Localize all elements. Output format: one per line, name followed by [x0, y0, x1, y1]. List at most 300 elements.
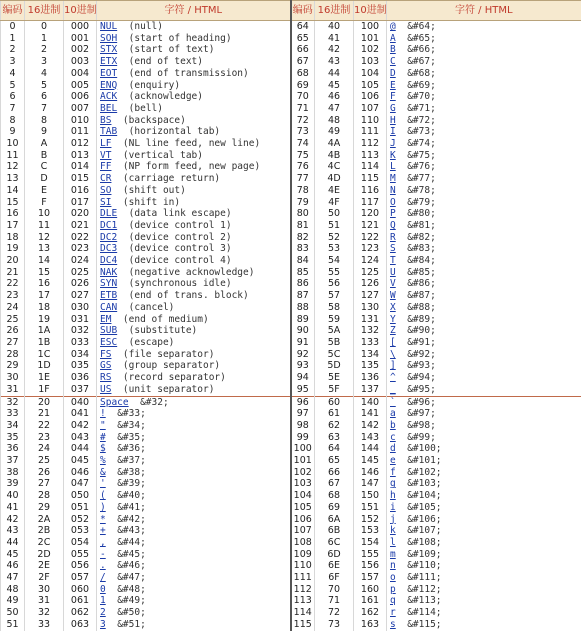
hex-cell: 43 — [315, 56, 354, 68]
char-description: (file separator) — [122, 348, 215, 360]
code-cell: 84 — [291, 255, 315, 267]
dec-cell: 105 — [354, 80, 387, 92]
code-cell: 34 — [1, 420, 25, 432]
hex-cell: 71 — [315, 595, 354, 607]
code-cell: 17 — [1, 220, 25, 232]
code-cell: 107 — [291, 525, 315, 537]
char-symbol: ) — [100, 501, 106, 513]
code-cell: 88 — [291, 302, 315, 314]
dec-cell: 134 — [354, 349, 387, 361]
char-cell — [387, 584, 581, 596]
dec-cell: 052 — [64, 514, 97, 526]
table-row — [1, 360, 581, 372]
char-symbol: DLE — [100, 208, 118, 220]
char-symbol: X — [390, 301, 396, 313]
code-cell: 39 — [1, 478, 25, 490]
hex-cell: 20 — [25, 396, 64, 408]
dec-cell: 140 — [354, 396, 387, 408]
table-row — [1, 185, 581, 197]
hex-cell: 2F — [25, 572, 64, 584]
char-cell — [387, 302, 581, 314]
hex-cell: 49 — [315, 126, 354, 138]
char-symbol: ETX — [100, 56, 118, 68]
hex-cell: 5C — [315, 349, 354, 361]
char-cell — [97, 290, 291, 302]
char-description: &#69; — [407, 79, 436, 91]
dec-cell: 111 — [354, 126, 387, 138]
char-symbol: EM — [100, 313, 112, 325]
char-cell — [97, 572, 291, 584]
hex-cell: 21 — [25, 408, 64, 420]
dec-cell: 161 — [354, 595, 387, 607]
table-row — [1, 220, 581, 232]
char-description: &#96; — [407, 396, 436, 408]
hex-cell: 7 — [25, 103, 64, 115]
hex-cell: 55 — [315, 267, 354, 279]
dec-cell: 122 — [354, 232, 387, 244]
dec-cell: 151 — [354, 502, 387, 514]
char-description: &#113; — [407, 595, 442, 607]
char-cell — [97, 607, 291, 619]
hex-cell: 9 — [25, 126, 64, 138]
dec-cell: 036 — [64, 372, 97, 384]
dec-cell: 110 — [354, 115, 387, 127]
char-cell — [97, 408, 291, 420]
code-cell: 92 — [291, 349, 315, 361]
code-cell: 90 — [291, 325, 315, 337]
code-cell: 2 — [1, 44, 25, 56]
char-symbol: a — [390, 408, 396, 420]
char-description: (cancel) — [128, 301, 175, 313]
char-description: (substitute) — [128, 325, 198, 337]
char-symbol: DC2 — [100, 231, 118, 243]
char-symbol: @ — [390, 21, 396, 32]
char-symbol: V — [390, 278, 396, 290]
char-cell — [97, 595, 291, 607]
char-symbol: e — [390, 455, 396, 467]
char-cell — [97, 33, 291, 45]
char-symbol: ] — [390, 360, 396, 372]
table-row — [1, 150, 581, 162]
char-cell — [387, 514, 581, 526]
table-row — [1, 56, 581, 68]
header-dec-right: 10进制 — [354, 1, 387, 21]
header-dec: 10进制 — [64, 1, 97, 21]
header-hex: 16进制 — [25, 1, 64, 21]
dec-cell: 107 — [354, 103, 387, 115]
dec-cell: 141 — [354, 408, 387, 420]
code-cell: 81 — [291, 220, 315, 232]
char-description: (end of medium) — [122, 313, 209, 325]
table-row — [1, 103, 581, 115]
code-cell: 96 — [291, 396, 315, 408]
hex-cell: 22 — [25, 420, 64, 432]
hex-cell: 65 — [315, 455, 354, 467]
hex-cell: 5E — [315, 372, 354, 384]
char-symbol: R — [390, 231, 396, 243]
char-symbol: NAK — [100, 266, 118, 278]
dec-cell: 051 — [64, 502, 97, 514]
char-cell — [387, 80, 581, 92]
dec-cell: 015 — [64, 173, 97, 185]
char-cell — [387, 607, 581, 619]
hex-cell: 72 — [315, 607, 354, 619]
char-cell — [97, 278, 291, 290]
dec-cell: 160 — [354, 584, 387, 596]
char-description: (device control 1) — [128, 219, 232, 231]
char-cell — [97, 197, 291, 209]
char-description: (end of text) — [128, 56, 203, 68]
char-description: &#115; — [407, 618, 442, 630]
char-description: &#40; — [117, 490, 146, 502]
hex-cell: 0 — [25, 21, 64, 33]
char-cell — [387, 360, 581, 372]
hex-cell: 41 — [315, 33, 354, 45]
char-symbol: ^ — [390, 372, 396, 384]
table-row — [1, 490, 581, 502]
code-cell: 98 — [291, 420, 315, 432]
hex-cell: B — [25, 150, 64, 162]
dec-cell: 150 — [354, 490, 387, 502]
char-description: &#102; — [407, 466, 442, 478]
hex-cell: 66 — [315, 467, 354, 479]
code-cell: 73 — [291, 126, 315, 138]
char-cell — [97, 502, 291, 514]
char-description: &#100; — [407, 443, 442, 455]
char-description: &#108; — [407, 536, 442, 548]
hex-cell: A — [25, 138, 64, 150]
char-cell — [97, 173, 291, 185]
char-description: &#106; — [407, 513, 442, 525]
code-cell: 80 — [291, 208, 315, 220]
char-description: (start of heading) — [128, 32, 232, 44]
header-code-right: 编码 — [291, 1, 315, 21]
header-code: 编码 — [1, 1, 25, 21]
char-symbol: D — [390, 67, 396, 79]
char-description: &#72; — [407, 114, 436, 126]
char-cell — [97, 490, 291, 502]
code-cell: 8 — [1, 115, 25, 127]
hex-cell: 46 — [315, 91, 354, 103]
hex-cell: 33 — [25, 619, 64, 631]
table-row — [1, 173, 581, 185]
hex-cell: 30 — [25, 584, 64, 596]
char-cell — [97, 560, 291, 572]
table-row — [1, 33, 581, 45]
code-cell: 9 — [1, 126, 25, 138]
dec-cell: 136 — [354, 372, 387, 384]
hex-cell: 10 — [25, 208, 64, 220]
char-description: (enquiry) — [128, 79, 181, 91]
char-description: &#34; — [117, 419, 146, 431]
hex-cell: 45 — [315, 80, 354, 92]
code-cell: 72 — [291, 115, 315, 127]
hex-cell: 2B — [25, 525, 64, 537]
code-cell: 51 — [1, 619, 25, 631]
char-description: &#39; — [117, 478, 146, 490]
code-cell: 29 — [1, 360, 25, 372]
table-row — [1, 384, 581, 396]
char-cell — [97, 267, 291, 279]
hex-cell: 29 — [25, 502, 64, 514]
code-cell: 38 — [1, 467, 25, 479]
char-description: &#32; — [140, 396, 169, 408]
table-row — [1, 302, 581, 314]
dec-cell: 004 — [64, 68, 97, 80]
char-description: &#73; — [407, 126, 436, 138]
char-cell — [97, 243, 291, 255]
char-cell — [387, 525, 581, 537]
char-description: &#111; — [407, 572, 442, 584]
char-cell — [387, 126, 581, 138]
hex-cell: 69 — [315, 502, 354, 514]
dec-cell: 101 — [354, 33, 387, 45]
code-cell: 22 — [1, 278, 25, 290]
char-description: &#90; — [407, 325, 436, 337]
char-symbol: Q — [390, 219, 396, 231]
dec-cell: 115 — [354, 173, 387, 185]
char-symbol: $ — [100, 443, 106, 455]
dec-cell: 137 — [354, 384, 387, 396]
code-cell: 41 — [1, 502, 25, 514]
char-symbol: Space — [100, 396, 129, 408]
table-row — [1, 232, 581, 244]
char-cell — [97, 91, 291, 103]
char-symbol: E — [390, 79, 396, 91]
code-cell: 70 — [291, 91, 315, 103]
dec-cell: 152 — [354, 514, 387, 526]
char-symbol: BS — [100, 114, 112, 126]
hex-cell: 3 — [25, 56, 64, 68]
table-row — [1, 572, 581, 584]
char-symbol: k — [390, 525, 396, 537]
dec-cell: 063 — [64, 619, 97, 631]
char-symbol: J — [390, 138, 396, 150]
hex-cell: 23 — [25, 432, 64, 444]
table-row — [1, 197, 581, 209]
code-cell: 71 — [291, 103, 315, 115]
char-symbol: * — [100, 513, 106, 525]
char-symbol: n — [390, 560, 396, 572]
hex-cell: 28 — [25, 490, 64, 502]
char-cell — [387, 478, 581, 490]
char-symbol: O — [390, 196, 396, 208]
char-description: &#33; — [117, 408, 146, 420]
char-symbol: US — [100, 383, 112, 395]
char-description: (horizontal tab) — [128, 126, 221, 138]
hex-cell: 8 — [25, 115, 64, 127]
char-description: (escape) — [128, 336, 175, 348]
code-cell: 77 — [291, 173, 315, 185]
hex-cell: 57 — [315, 290, 354, 302]
hex-cell: 44 — [315, 68, 354, 80]
dec-cell: 116 — [354, 185, 387, 197]
char-description: &#92; — [407, 348, 436, 360]
char-description: &#91; — [407, 336, 436, 348]
hex-cell: 5B — [315, 337, 354, 349]
char-cell — [97, 138, 291, 150]
char-description: &#79; — [407, 196, 436, 208]
char-symbol: S — [390, 243, 396, 255]
char-symbol: T — [390, 255, 396, 267]
char-cell — [97, 349, 291, 361]
char-cell — [387, 44, 581, 56]
char-description: &#51; — [117, 618, 146, 630]
char-symbol: s — [390, 618, 396, 630]
dec-cell: 143 — [354, 432, 387, 444]
code-cell: 110 — [291, 560, 315, 572]
dec-cell: 142 — [354, 420, 387, 432]
dec-cell: 127 — [354, 290, 387, 302]
char-description: &#114; — [407, 607, 442, 619]
char-description: (record separator) — [122, 372, 226, 384]
char-cell — [97, 584, 291, 596]
char-symbol: - — [100, 548, 106, 560]
code-cell: 50 — [1, 607, 25, 619]
hex-cell: 53 — [315, 243, 354, 255]
char-cell — [387, 572, 581, 584]
char-description: (shift in) — [122, 196, 181, 208]
code-cell: 42 — [1, 514, 25, 526]
dec-cell: 042 — [64, 420, 97, 432]
code-cell: 13 — [1, 173, 25, 185]
header-char-right: 字符 / HTML — [387, 1, 581, 21]
char-description: (data link escape) — [128, 208, 232, 220]
dec-cell: 003 — [64, 56, 97, 68]
char-description: &#38; — [117, 466, 146, 478]
code-cell: 44 — [1, 537, 25, 549]
hex-cell: 2D — [25, 549, 64, 561]
char-symbol: C — [390, 56, 396, 68]
char-cell — [97, 420, 291, 432]
char-cell — [97, 384, 291, 396]
hex-cell: F — [25, 197, 64, 209]
code-cell: 82 — [291, 232, 315, 244]
char-description: &#65; — [407, 32, 436, 44]
hex-cell: 12 — [25, 232, 64, 244]
char-symbol: h — [390, 490, 396, 502]
code-cell: 102 — [291, 467, 315, 479]
char-symbol: g — [390, 478, 396, 490]
char-cell — [97, 208, 291, 220]
table-row — [1, 408, 581, 420]
char-cell — [387, 21, 581, 33]
dec-cell: 046 — [64, 467, 97, 479]
char-symbol: EOT — [100, 67, 118, 79]
hex-cell: 64 — [315, 443, 354, 455]
char-symbol: FF — [100, 161, 112, 173]
table-row — [1, 126, 581, 138]
hex-cell: 25 — [25, 455, 64, 467]
char-symbol: i — [390, 501, 396, 513]
char-symbol: d — [390, 443, 396, 455]
char-cell — [387, 502, 581, 514]
code-cell: 5 — [1, 80, 25, 92]
char-symbol: FS — [100, 348, 112, 360]
table-row — [1, 21, 581, 33]
dec-cell: 027 — [64, 290, 97, 302]
dec-cell: 006 — [64, 91, 97, 103]
code-cell: 15 — [1, 197, 25, 209]
char-description: &#105; — [407, 501, 442, 513]
char-symbol: o — [390, 572, 396, 584]
table-body — [1, 21, 581, 631]
char-cell — [387, 243, 581, 255]
char-cell — [97, 103, 291, 115]
hex-cell: 1E — [25, 372, 64, 384]
hex-cell: 61 — [315, 408, 354, 420]
table-row — [1, 595, 581, 607]
hex-cell: 60 — [315, 396, 354, 408]
dec-cell: 114 — [354, 161, 387, 173]
table-row — [1, 91, 581, 103]
char-symbol: B — [390, 44, 396, 56]
dec-cell: 055 — [64, 549, 97, 561]
header-char: 字符 / HTML — [97, 1, 291, 21]
dec-cell: 147 — [354, 478, 387, 490]
header-row — [1, 1, 581, 21]
dec-cell: 017 — [64, 197, 97, 209]
char-symbol: & — [100, 466, 106, 478]
code-cell: 23 — [1, 290, 25, 302]
char-cell — [387, 337, 581, 349]
dec-cell: 121 — [354, 220, 387, 232]
char-symbol: K — [390, 149, 396, 161]
char-symbol: 0 — [100, 583, 106, 595]
char-symbol: L — [390, 161, 396, 173]
hex-cell: 48 — [315, 115, 354, 127]
code-cell: 113 — [291, 595, 315, 607]
char-cell — [97, 44, 291, 56]
char-symbol: GS — [100, 360, 112, 372]
code-cell: 100 — [291, 443, 315, 455]
dec-cell: 012 — [64, 138, 97, 150]
char-description: &#87; — [407, 290, 436, 302]
table-row — [1, 372, 581, 384]
code-cell: 46 — [1, 560, 25, 572]
char-symbol: SYN — [100, 278, 118, 290]
char-symbol: c — [390, 431, 396, 443]
code-cell: 47 — [1, 572, 25, 584]
code-cell: 97 — [291, 408, 315, 420]
dec-cell: 062 — [64, 607, 97, 619]
char-cell — [97, 185, 291, 197]
code-cell: 74 — [291, 138, 315, 150]
char-symbol: r — [390, 607, 396, 619]
char-cell — [387, 619, 581, 631]
char-symbol: m — [390, 548, 396, 560]
code-cell: 79 — [291, 197, 315, 209]
hex-cell: 50 — [315, 208, 354, 220]
char-cell — [97, 432, 291, 444]
dec-cell: 001 — [64, 33, 97, 45]
hex-cell: 1A — [25, 325, 64, 337]
table-row — [1, 161, 581, 173]
char-symbol: NUL — [100, 21, 118, 32]
char-symbol: VT — [100, 149, 112, 161]
code-cell: 36 — [1, 443, 25, 455]
dec-cell: 125 — [354, 267, 387, 279]
dec-cell: 113 — [354, 150, 387, 162]
char-description: &#112; — [407, 583, 442, 595]
dec-cell: 061 — [64, 595, 97, 607]
dec-cell: 016 — [64, 185, 97, 197]
char-cell — [387, 185, 581, 197]
code-cell: 93 — [291, 360, 315, 372]
hex-cell: 5 — [25, 80, 64, 92]
hex-cell: 1F — [25, 384, 64, 396]
char-cell — [387, 443, 581, 455]
